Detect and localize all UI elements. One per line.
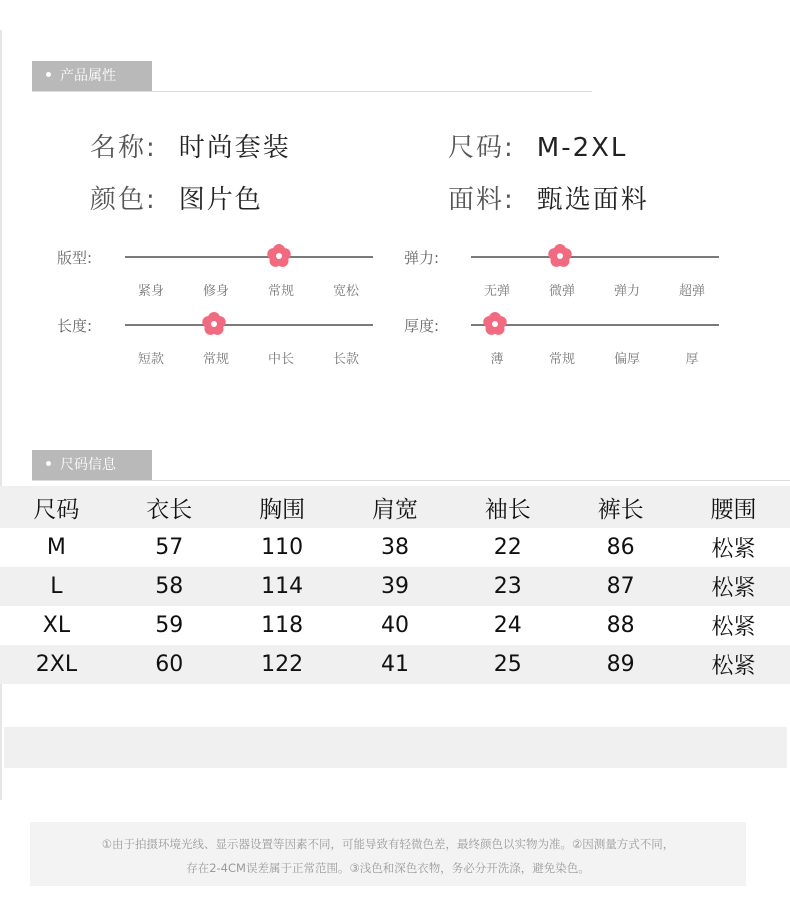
table-cell: 25 [451, 645, 564, 684]
flower-icon [547, 243, 573, 269]
scale-option: 修身 [202, 284, 229, 299]
table-cell: 松紧 [677, 645, 790, 684]
size-label: 尺码: [448, 133, 515, 163]
flower-icon [266, 243, 292, 269]
note-line: ①由于拍摄环境光线、显示器设置等因素不同，可能导致有轻微色差，最终颜色以实物为准。②因测量方式不同， [101, 837, 675, 851]
section-title: 尺码信息 [60, 457, 116, 473]
table-cell: 松紧 [677, 528, 790, 567]
table-row [0, 567, 790, 606]
table-cell: M [0, 528, 113, 567]
size-value: M-2XL [536, 133, 628, 163]
scale-option: 薄 [490, 352, 504, 367]
size-table [0, 486, 790, 684]
scale-option: 厚 [685, 352, 699, 367]
tag-underline [32, 91, 592, 92]
tag-underline [32, 480, 790, 481]
scale-line-length [125, 324, 373, 326]
scale-label-fit: 版型: [57, 249, 93, 267]
product-name [90, 127, 291, 164]
table-cell: 松紧 [677, 567, 790, 606]
scale-line-stretch [471, 256, 719, 258]
scale-option: 超弹 [678, 284, 705, 299]
table-cell: 89 [564, 645, 677, 684]
color-value: 图片色 [178, 185, 263, 215]
note-line: 存在2-4CM误差属于正常范围。③浅色和深色衣物，务必分开洗涤，避免染色。 [186, 861, 590, 875]
section-tag-attributes [32, 61, 152, 91]
product-size-range [448, 127, 627, 164]
left-border [0, 30, 2, 800]
scale-option: 宽松 [332, 284, 359, 299]
name-value: 时尚套装 [178, 133, 291, 163]
color-label: 颜色: [90, 185, 157, 215]
table-cell: 110 [226, 528, 339, 567]
table-header-row [0, 486, 790, 528]
empty-row [4, 727, 787, 768]
table-cell: 122 [226, 645, 339, 684]
table-cell: 57 [113, 528, 226, 567]
table-row [0, 528, 790, 567]
table-cell: L [0, 567, 113, 606]
col-header-sleeve: 袖长 [451, 486, 564, 528]
scale-option: 微弹 [548, 284, 575, 299]
scale-option: 紧身 [137, 284, 164, 299]
table-cell: 24 [451, 606, 564, 645]
col-header-bust: 胸围 [226, 486, 339, 528]
table-cell: 87 [564, 567, 677, 606]
fabric-value: 甄选面料 [536, 185, 649, 215]
table-cell: 88 [564, 606, 677, 645]
scale-option: 常规 [548, 352, 575, 367]
table-cell: 86 [564, 528, 677, 567]
col-header-waist: 腰围 [677, 486, 790, 528]
scale-label-thickness: 厚度: [404, 317, 440, 335]
scale-label-stretch: 弹力: [404, 249, 440, 267]
scale-option: 无弹 [483, 284, 510, 299]
table-cell: 118 [226, 606, 339, 645]
table-cell: 59 [113, 606, 226, 645]
col-header-length: 衣长 [113, 486, 226, 528]
table-cell: XL [0, 606, 113, 645]
table-cell: 23 [451, 567, 564, 606]
scale-option: 偏厚 [613, 352, 640, 367]
scale-option: 弹力 [613, 284, 640, 299]
table-cell: 58 [113, 567, 226, 606]
table-cell: 2XL [0, 645, 113, 684]
product-fabric [448, 179, 649, 216]
scale-option: 常规 [202, 352, 229, 367]
table-cell: 40 [339, 606, 452, 645]
table-cell: 松紧 [677, 606, 790, 645]
col-header-shoulder: 肩宽 [339, 486, 452, 528]
fabric-label: 面料: [448, 185, 515, 215]
table-cell: 38 [339, 528, 452, 567]
table-row [0, 645, 790, 684]
scale-line-thickness [471, 324, 719, 326]
section-title: 产品属性 [60, 68, 116, 84]
table-cell: 39 [339, 567, 452, 606]
name-label: 名称: [90, 133, 157, 163]
product-color [90, 179, 263, 216]
disclaimer-note [30, 822, 746, 886]
col-header-size: 尺码 [0, 486, 113, 528]
section-tag-size [32, 450, 152, 480]
table-row [0, 606, 790, 645]
dot-icon [46, 72, 51, 77]
scale-option: 常规 [267, 284, 294, 299]
table-cell: 41 [339, 645, 452, 684]
scale-line-fit [125, 256, 373, 258]
table-cell: 22 [451, 528, 564, 567]
scale-option: 长款 [332, 352, 359, 367]
flower-icon [201, 311, 227, 337]
table-cell: 60 [113, 645, 226, 684]
flower-icon [482, 311, 508, 337]
table-cell: 114 [226, 567, 339, 606]
scale-option: 中长 [267, 352, 294, 367]
dot-icon [46, 461, 51, 466]
col-header-pants: 裤长 [564, 486, 677, 528]
scale-label-length: 长度: [57, 317, 93, 335]
scale-option: 短款 [137, 352, 164, 367]
